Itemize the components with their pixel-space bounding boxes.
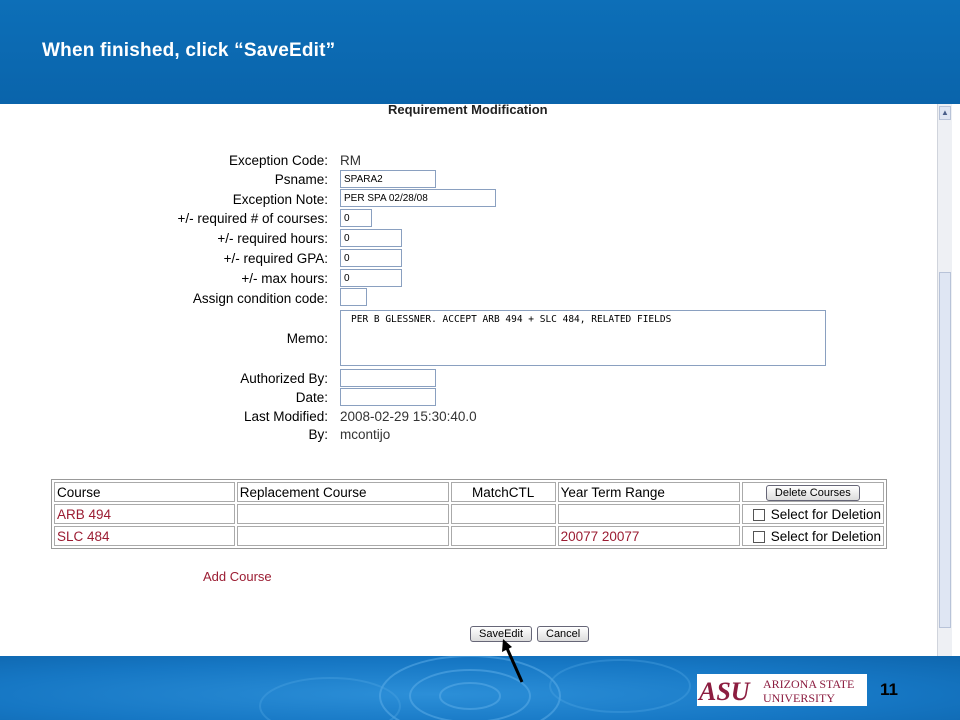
year-term-cell: 20077 20077 — [558, 526, 740, 546]
exception-note-label: Exception Note: — [232, 192, 328, 207]
vertical-scrollbar[interactable] — [937, 104, 952, 656]
table-header-row — [54, 482, 884, 502]
page-title: Requirement Modification — [388, 104, 548, 117]
date-field[interactable] — [340, 388, 436, 406]
select-for-deletion-checkbox[interactable] — [753, 509, 765, 521]
condition-code-field[interactable] — [340, 288, 367, 306]
required-hours-field[interactable] — [340, 229, 402, 247]
slide-title: When finished, click “SaveEdit” — [42, 40, 336, 61]
max-hours-field[interactable] — [340, 269, 402, 287]
date-label: Date: — [295, 390, 328, 405]
slide-header-banner — [0, 0, 960, 104]
replacement-cell — [237, 526, 449, 546]
table-row — [54, 526, 884, 546]
courses-table — [51, 479, 887, 549]
select-cell — [742, 526, 884, 546]
add-course-link[interactable]: Add Course — [203, 569, 272, 584]
select-for-deletion-checkbox[interactable] — [753, 531, 765, 543]
psname-field[interactable] — [340, 170, 436, 188]
modified-by-value: mcontijo — [340, 427, 391, 442]
replacement-column-header: Replacement Course — [237, 482, 449, 502]
scrollbar-thumb[interactable] — [939, 272, 951, 628]
table-row — [54, 504, 884, 524]
form-screenshot — [0, 104, 952, 656]
matchctl-column-header: MatchCTL — [451, 482, 556, 502]
memo-textarea[interactable] — [340, 310, 826, 366]
required-hours-label: +/- required hours: — [217, 231, 328, 246]
course-cell-link[interactable]: SLC 484 — [54, 526, 235, 546]
required-courses-field[interactable] — [340, 209, 372, 227]
condition-code-label: Assign condition code: — [192, 291, 328, 306]
asu-logo-line2: UNIVERSITY — [763, 691, 835, 705]
required-courses-label: +/- required # of courses: — [177, 211, 328, 226]
save-edit-button[interactable]: SaveEdit — [470, 626, 532, 642]
psname-label: Psname: — [274, 172, 328, 187]
cancel-button[interactable]: Cancel — [537, 626, 589, 642]
asu-logo — [697, 674, 867, 706]
authorized-by-field[interactable] — [340, 369, 436, 387]
matchctl-cell — [451, 526, 556, 546]
replacement-cell — [237, 504, 449, 524]
max-hours-label: +/- max hours: — [241, 271, 328, 286]
last-modified-label: Last Modified: — [243, 409, 328, 424]
asu-logo-line1: ARIZONA STATE — [763, 677, 855, 691]
required-gpa-label: +/- required GPA: — [223, 251, 328, 266]
required-gpa-field[interactable] — [340, 249, 402, 267]
modified-by-label: By: — [308, 427, 328, 442]
exception-code-label: Exception Code: — [228, 153, 328, 168]
select-cell — [742, 504, 884, 524]
memo-label: Memo: — [286, 331, 328, 346]
delete-courses-button[interactable]: Delete Courses — [766, 485, 860, 501]
last-modified-value: 2008-02-29 15:30:40.0 — [340, 409, 477, 424]
year-term-cell — [558, 504, 740, 524]
exception-code-value: RM — [340, 153, 361, 168]
course-column-header: Course — [54, 482, 235, 502]
exception-note-field[interactable] — [340, 189, 496, 207]
select-for-deletion-label: Select for Deletion — [770, 528, 881, 544]
asu-logo-mark: ASU — [699, 677, 750, 706]
year-term-column-header: Year Term Range — [558, 482, 740, 502]
course-cell-link[interactable]: ARB 494 — [54, 504, 235, 524]
slide-page-number: 11 — [880, 680, 898, 699]
delete-column-header — [742, 482, 884, 502]
authorized-by-label: Authorized By: — [240, 371, 328, 386]
scroll-up-arrow-icon[interactable]: ▲ — [939, 106, 951, 120]
pointer-arrow-icon — [500, 636, 530, 686]
matchctl-cell — [451, 504, 556, 524]
slide-footer-band — [0, 656, 960, 720]
select-for-deletion-label: Select for Deletion — [770, 506, 881, 522]
